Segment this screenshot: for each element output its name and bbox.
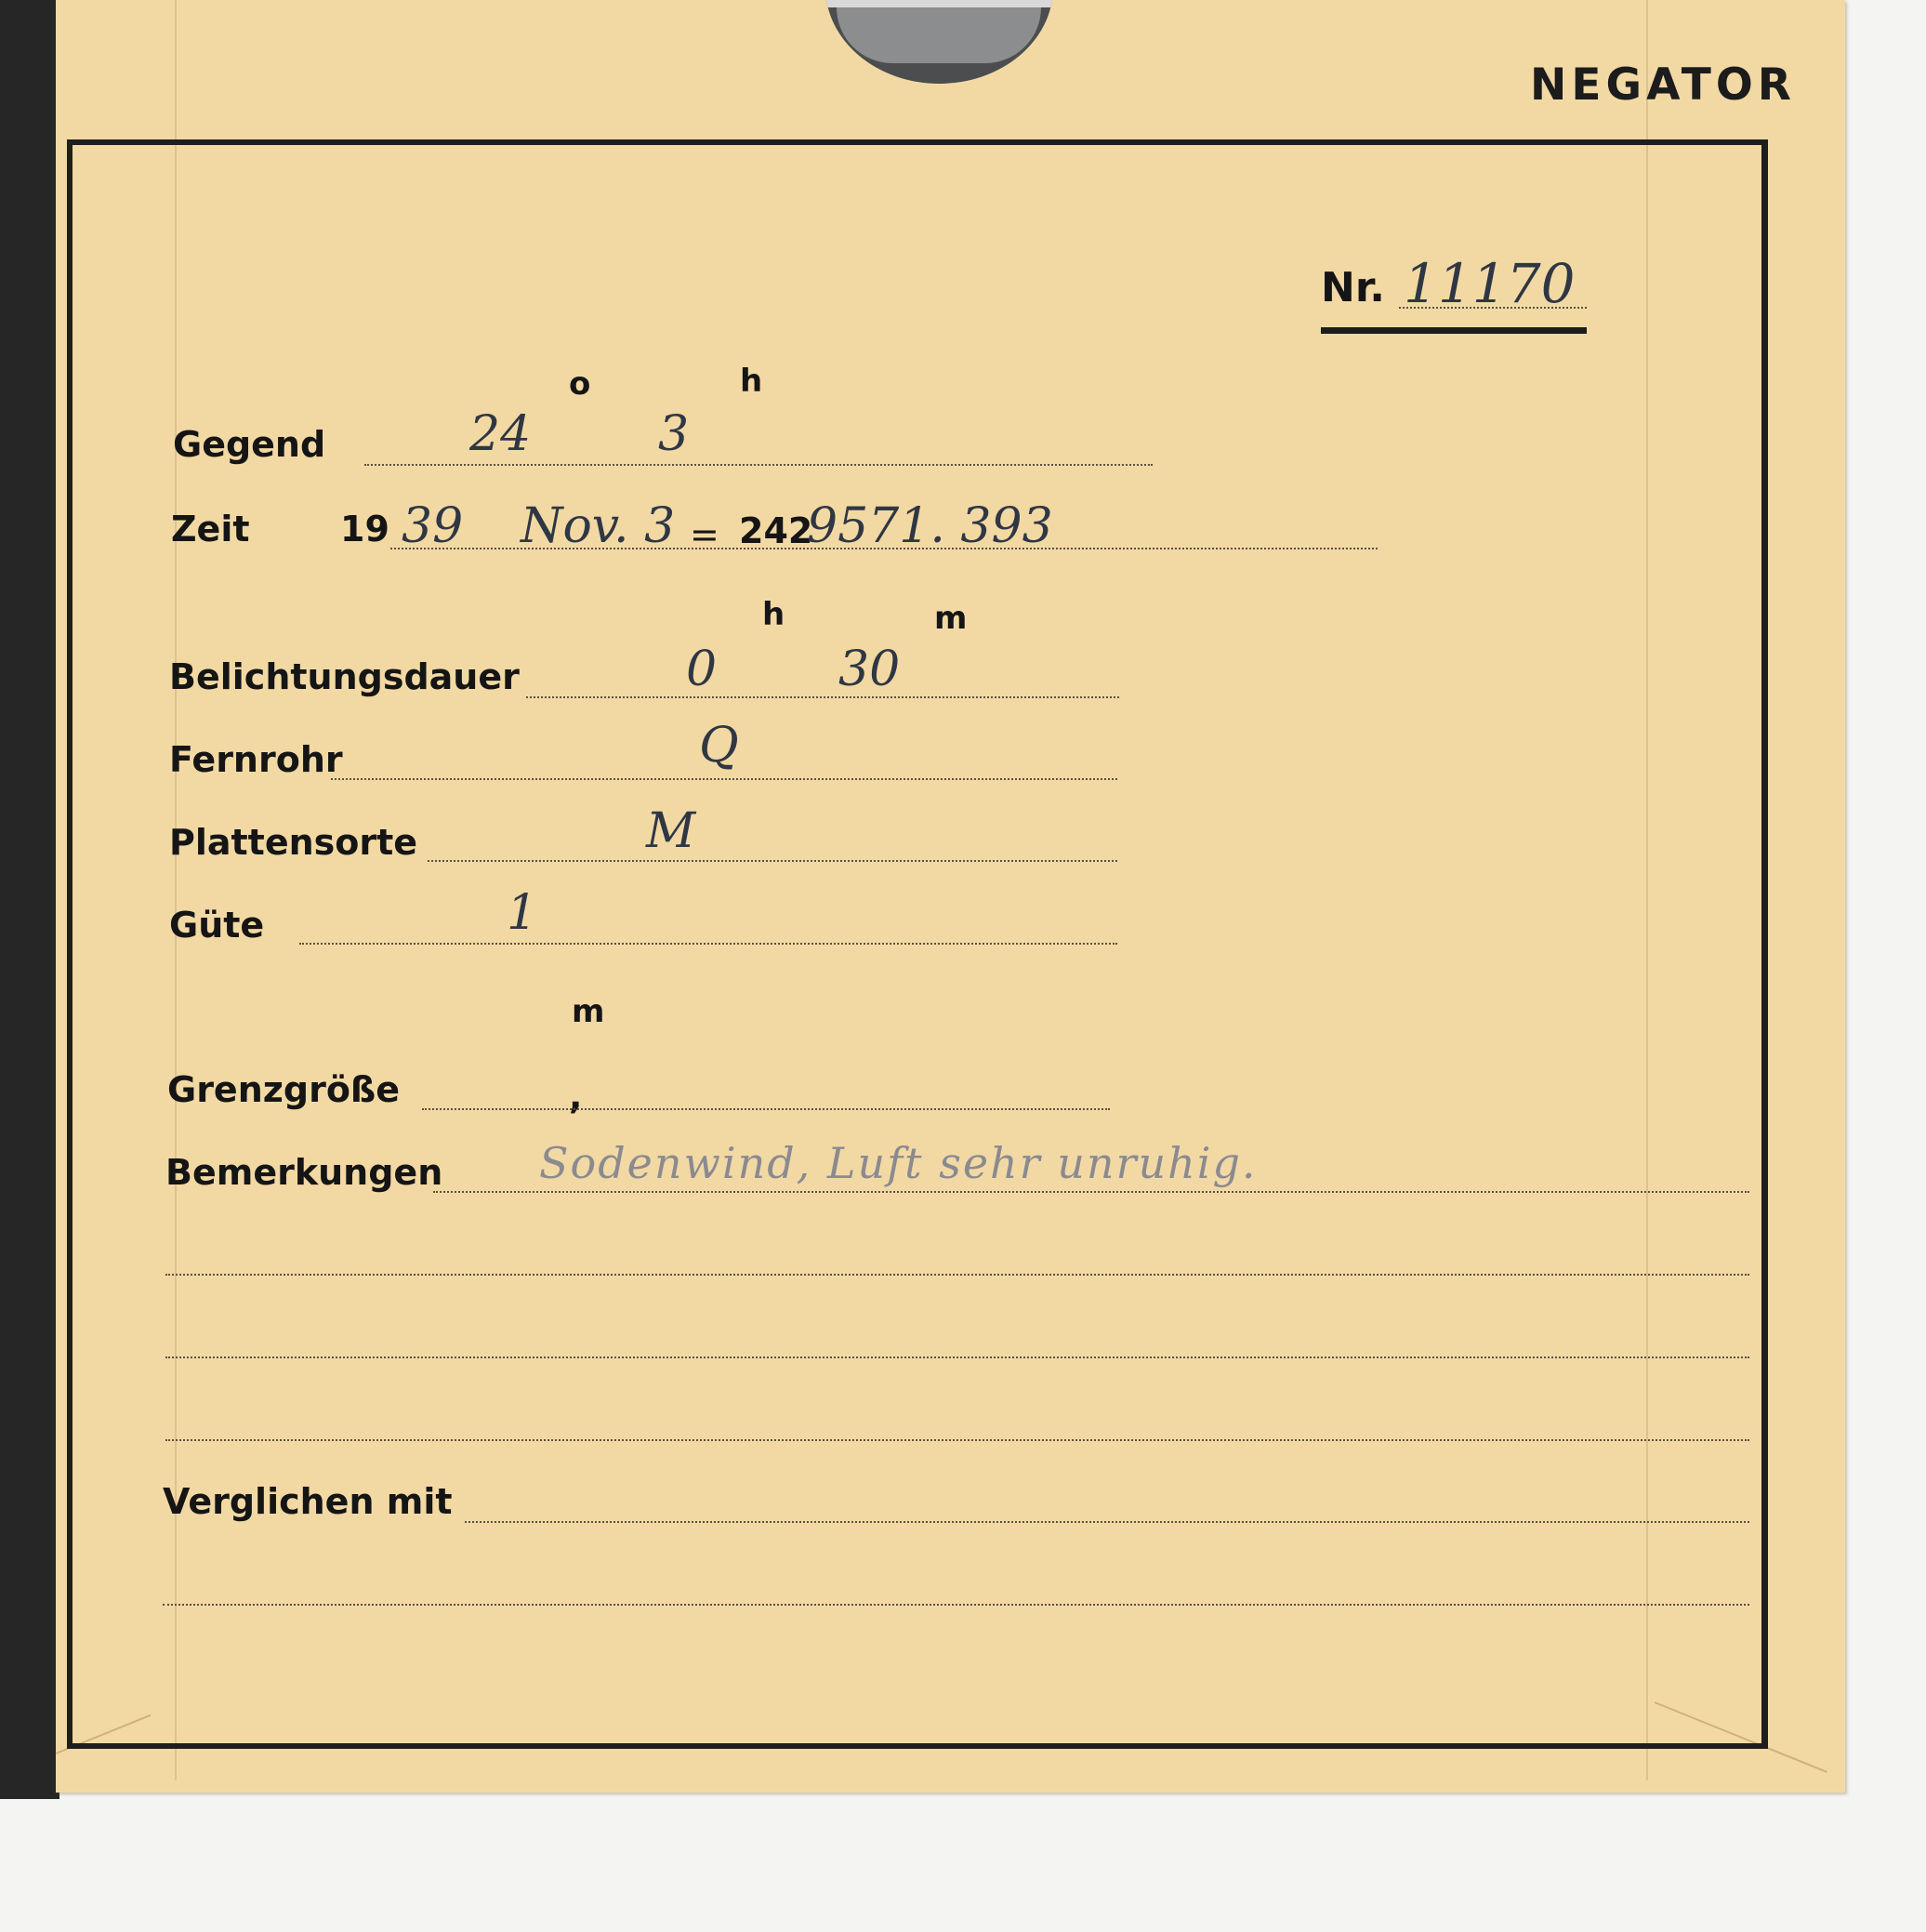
zeit-equals: = xyxy=(690,514,719,555)
bemerkungen-line-3 xyxy=(165,1356,1749,1358)
unit-dauer-h: h xyxy=(762,596,785,633)
belichtungsdauer-line xyxy=(526,696,1119,698)
plattensorte-label: Plattensorte xyxy=(169,822,418,863)
zeit-date: Nov. 3 xyxy=(521,498,676,554)
grenzgroesse-comma: , xyxy=(569,1076,583,1117)
binding-strip xyxy=(0,0,59,1799)
zeit-jd-prefix: 242 xyxy=(739,510,813,551)
thumb-cutout xyxy=(825,0,1053,84)
guete-label: Güte xyxy=(169,905,265,946)
fernrohr-label: Fernrohr xyxy=(169,739,343,780)
number-underline xyxy=(1321,327,1587,334)
grenzgroesse-line xyxy=(422,1108,1110,1110)
verglichen-line-2 xyxy=(163,1604,1749,1606)
number-line xyxy=(1399,307,1587,309)
belichtungsdauer-m: 30 xyxy=(838,642,901,697)
bemerkungen-line xyxy=(433,1191,1749,1193)
belichtungsdauer-h: 0 xyxy=(686,642,718,697)
zeit-jd-value: 9571. 393 xyxy=(807,498,1053,554)
grenzgroesse-label: Grenzgröße xyxy=(167,1069,401,1110)
unit-dauer-m: m xyxy=(934,600,968,637)
gegend-line xyxy=(364,464,1153,466)
verglichen-line xyxy=(465,1521,1749,1523)
bemerkungen-line-2 xyxy=(165,1274,1749,1276)
verglichen-label: Verglichen mit xyxy=(163,1481,453,1522)
plattensorte-value: M xyxy=(646,803,696,859)
fernrohr-value: Q xyxy=(699,718,739,774)
zeit-label: Zeit xyxy=(171,509,250,549)
unit-degree: o xyxy=(569,365,591,403)
bemerkungen-line-4 xyxy=(165,1439,1749,1441)
zeit-prefix: 19 xyxy=(340,509,389,549)
gegend-hour-value: 3 xyxy=(658,406,690,462)
unit-hour: h xyxy=(740,363,763,400)
fernrohr-line xyxy=(331,778,1117,780)
number-value: 11170 xyxy=(1404,252,1576,315)
gegend-deg-value: 24 xyxy=(469,406,532,462)
unit-grenz-m: m xyxy=(572,993,605,1030)
number-label: Nr. xyxy=(1321,264,1385,311)
bemerkungen-label: Bemerkungen xyxy=(165,1152,443,1193)
guete-value: 1 xyxy=(507,885,538,941)
bemerkungen-value: Sodenwind, Luft sehr unruhig. xyxy=(539,1138,1258,1188)
plattensorte-line xyxy=(428,860,1117,862)
brand-title: NEGATOR xyxy=(1530,60,1796,111)
belichtungsdauer-label: Belichtungsdauer xyxy=(169,656,520,697)
zeit-year: 39 xyxy=(402,498,464,554)
gegend-label: Gegend xyxy=(173,424,326,465)
zeit-line xyxy=(390,548,1378,549)
guete-line xyxy=(299,943,1117,945)
